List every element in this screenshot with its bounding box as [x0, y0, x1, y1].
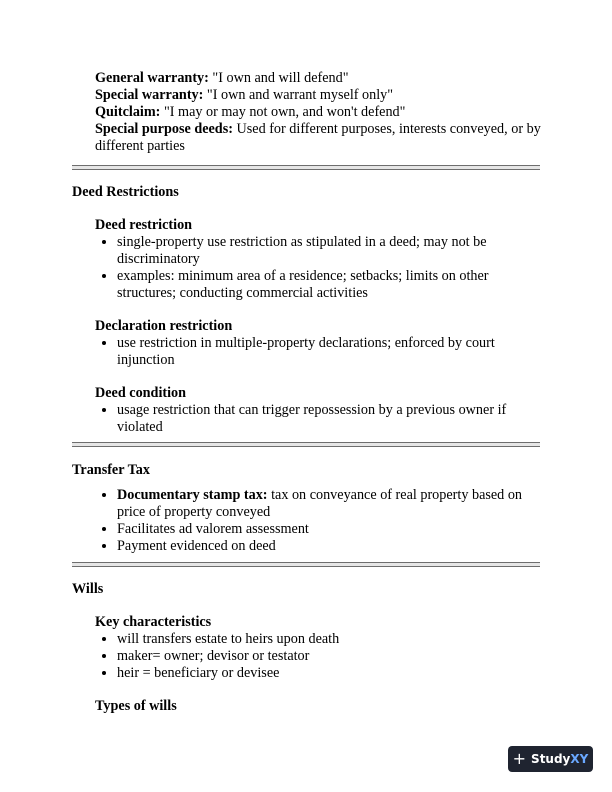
list-item: • Documentary stamp tax: tax on conveyance of real property based on price of property conveyed: [117, 487, 540, 521]
bullet-list: [95, 487, 540, 555]
list-item: • heir = beneficiary or devisee: [117, 665, 540, 682]
list-item: • Facilitates ad valorem assessment: [117, 521, 540, 538]
section-divider: [72, 562, 540, 567]
badge-label: StudyXY: [531, 751, 589, 766]
deed-types-list: [95, 70, 545, 155]
list-item: • use restriction in multiple-property declarations; enforced by court injunction: [117, 335, 540, 369]
studyxy-badge[interactable]: [508, 746, 593, 772]
list-item: • Payment evidenced on deed: [117, 538, 540, 555]
intro-line-special-purpose: Special purpose deeds: Used for different purposes, interests conveyed, or by different parties: [95, 121, 541, 154]
intro-line-special-warranty: Special warranty: "I own and warrant myself only": [95, 87, 394, 103]
bullet-list: [95, 335, 540, 369]
list-item: • maker= owner; devisor or testator: [117, 648, 540, 665]
subsection-deed-condition: [95, 385, 540, 436]
subsection-heading: Declaration restriction: [95, 318, 233, 334]
section-title-deed-restrictions: Deed Restrictions: [72, 184, 179, 200]
subsection-heading: Deed condition: [95, 385, 187, 401]
plus-icon: +: [512, 749, 527, 768]
subsection-heading: Key characteristics: [95, 614, 212, 630]
intro-line-general-warranty: General warranty: "I own and will defend": [95, 70, 349, 86]
section-title-transfer-tax: Transfer Tax: [72, 462, 150, 478]
subsection-types-of-wills: [95, 698, 540, 715]
section-divider: [72, 165, 540, 170]
list-item: • will transfers estate to heirs upon death: [117, 631, 540, 648]
intro-line-quitclaim: Quitclaim: "I may or may not own, and won't defend": [95, 104, 406, 120]
subsection-heading: Types of wills: [95, 698, 177, 714]
list-item: • examples: minimum area of a residence; setbacks; limits on other structures; conducting commercial activities: [117, 268, 540, 302]
bullet-list: [95, 631, 540, 682]
bullet-list: [95, 234, 540, 302]
subsection-key-characteristics: [95, 614, 540, 682]
list-item: • usage restriction that can trigger repossession by a previous owner if violated: [117, 402, 540, 436]
subsection-heading: Deed restriction: [95, 217, 193, 233]
subsection-deed-restriction: [95, 217, 540, 302]
section-divider: [72, 442, 540, 447]
subsection-transfer-tax: [95, 487, 540, 555]
bullet-list: [95, 402, 540, 436]
section-title-wills: Wills: [72, 581, 104, 597]
list-item: • single-property use restriction as stipulated in a deed; may not be discriminatory: [117, 234, 540, 268]
subsection-declaration-restriction: [95, 318, 540, 369]
